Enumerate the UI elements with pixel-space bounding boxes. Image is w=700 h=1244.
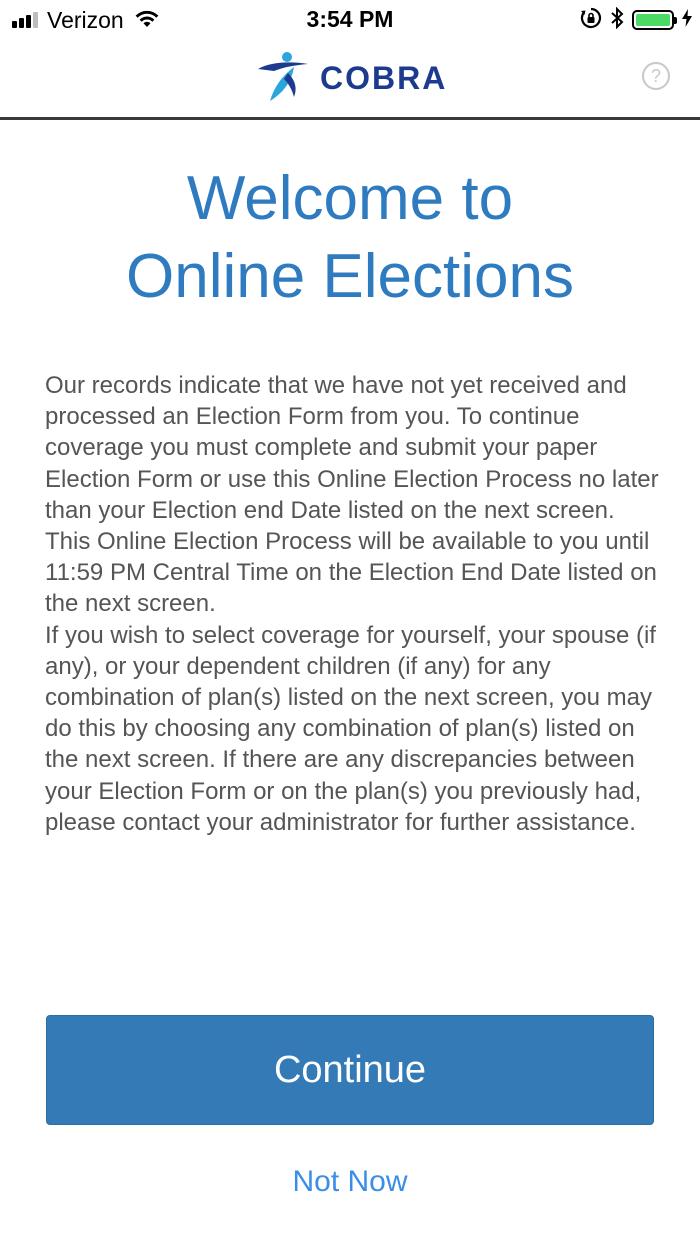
help-button[interactable] (642, 62, 670, 90)
title-line-2: Online Elections (125, 242, 575, 311)
logo-text: COBRA (320, 59, 448, 96)
cobra-logo-mark-icon (256, 49, 310, 108)
cobra-logo (256, 50, 447, 106)
welcome-title (0, 160, 700, 316)
continue-button[interactable]: Continue (46, 1015, 654, 1125)
help-icon: ? (650, 66, 661, 86)
charging-icon (682, 9, 692, 32)
instructions-paragraph-2: If you wish to select coverage for yourself, your spouse (if any), or your dependent children (if any) for any combination of plan(s) listed on the next screen, you may do this by choosing any combination of plan(s) listed on the next screen. If there are any discrepancies between your Election Form or on the plan(s) you previously had, please contact your administrator for further assistance. (45, 621, 656, 836)
battery-icon (632, 10, 674, 30)
bluetooth-icon (610, 7, 624, 34)
not-now-link[interactable]: Not Now (292, 1165, 408, 1198)
carrier-name: Verizon (47, 6, 124, 33)
app-header (0, 40, 700, 120)
title-line-1: Welcome to (186, 164, 514, 233)
instructions-paragraph-1: Our records indicate that we have not yet received and processed an Election Form from you. To continue coverage you must complete and submit your paper Election Form or use this Online Election Process no later than your Election end Date listed on the next screen. This Online Election Process will be available to you until 11:59 PM Central Time on the Election End Date listed on the next screen. (45, 372, 659, 618)
rotation-lock-icon (580, 7, 602, 34)
status-time: 3:54 PM (306, 6, 394, 32)
status-bar-right (572, 6, 692, 34)
election-instructions (45, 370, 660, 838)
status-bar (0, 0, 700, 40)
